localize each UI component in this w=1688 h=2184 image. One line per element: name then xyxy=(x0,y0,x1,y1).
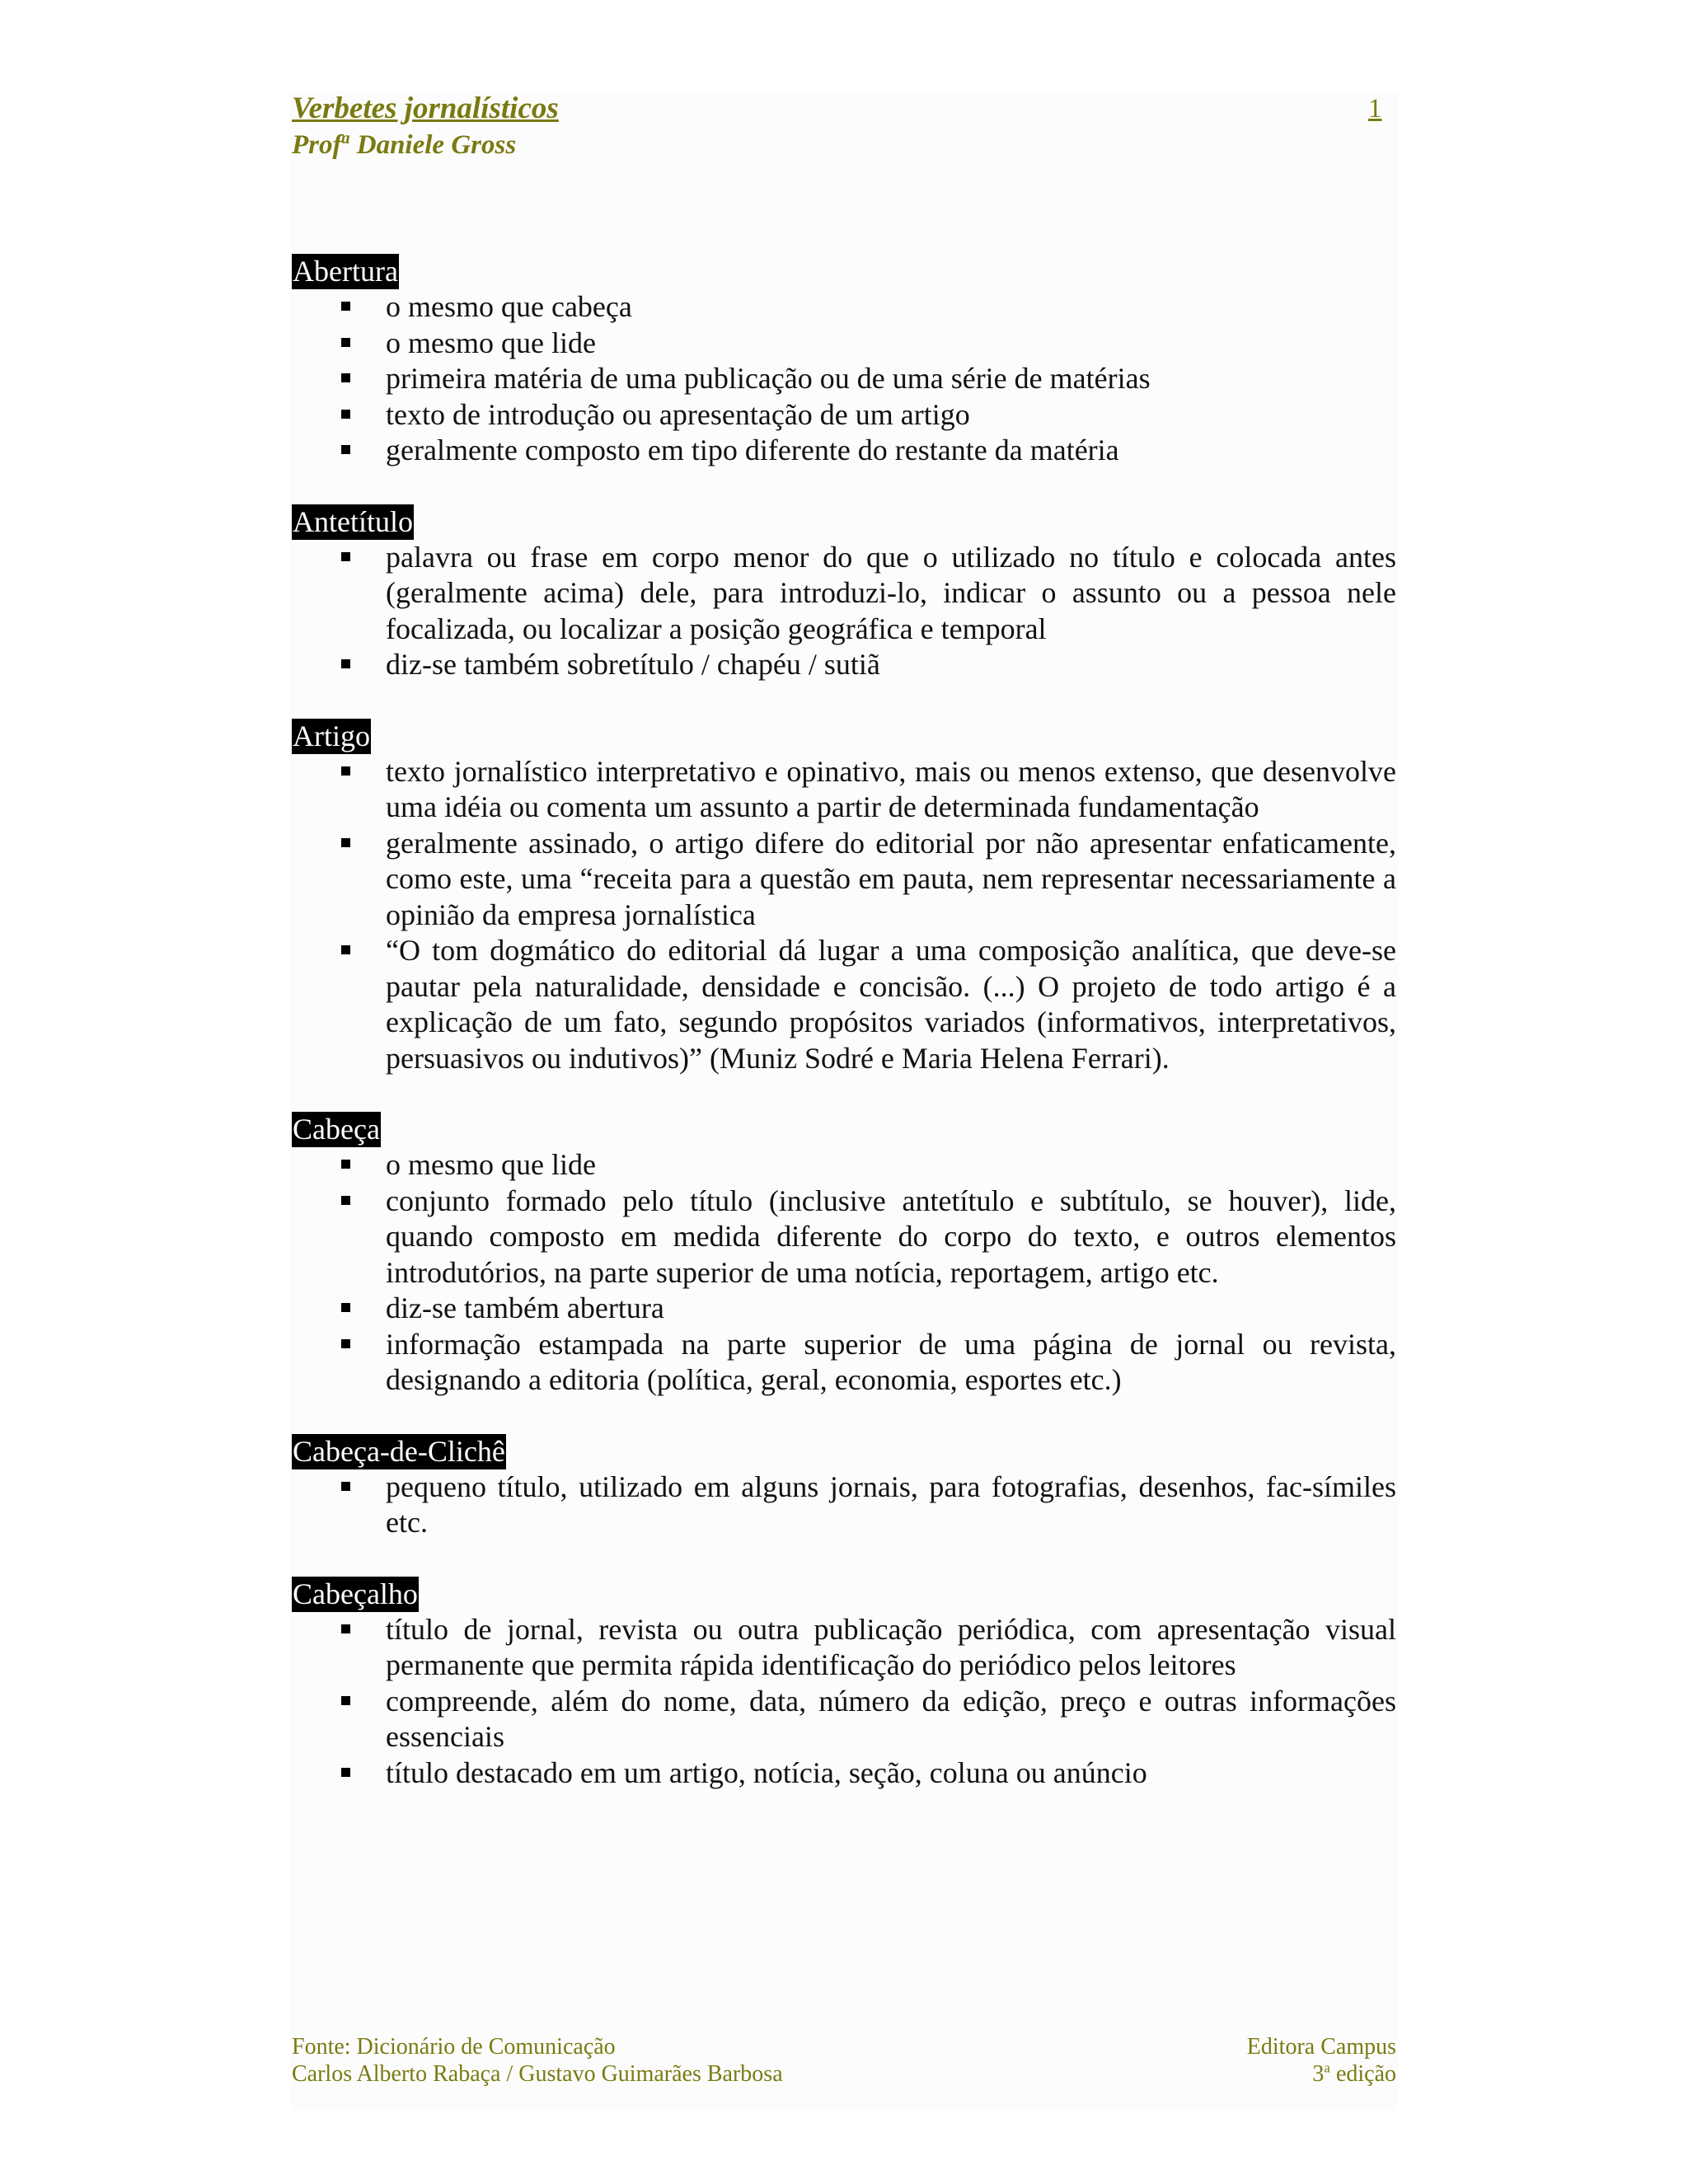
square-bullet-icon xyxy=(341,1624,350,1633)
author-superscript: a xyxy=(341,129,350,148)
square-bullet-icon xyxy=(341,410,350,419)
definition-item xyxy=(292,540,1396,648)
author-line xyxy=(292,129,516,162)
definition-text: palavra ou frase em corpo menor do que o utilizado no título e colocada antes (geralmente acima) dele, para introduzi-lo, indicar o assunto ou a pessoa nele focalizada, ou localizar a posição geográfica e temporal xyxy=(386,540,1396,645)
definition-text: geralmente composto em tipo diferente do restante da matéria xyxy=(386,434,1119,466)
definition-item xyxy=(292,754,1396,826)
definition-item xyxy=(292,433,1396,469)
square-bullet-icon xyxy=(341,338,350,347)
square-bullet-icon xyxy=(341,1196,350,1205)
definition-item xyxy=(292,647,1396,683)
square-bullet-icon xyxy=(341,1482,350,1491)
footer-source-line: Fonte: Dicionário de Comunicação xyxy=(292,2034,616,2060)
definition-text: texto de introdução ou apresentação de um artigo xyxy=(386,397,970,431)
footer-authors-line: Carlos Alberto Rabaça / Gustavo Guimarães Barbosa xyxy=(292,2061,783,2087)
definition-text: primeira matéria de uma publicação ou de uma série de matérias xyxy=(386,362,1151,395)
definition-item xyxy=(292,1291,1396,1327)
footer-source xyxy=(292,2033,783,2088)
definition-text: pequeno título, utilizado em alguns jornais, para fotografias, desenhos, fac-símiles etc. xyxy=(386,1469,1396,1539)
edition-number: 3 xyxy=(1312,2061,1325,2087)
definition-item xyxy=(292,933,1396,1076)
entry-term: Artigo xyxy=(293,719,370,752)
square-bullet-icon xyxy=(341,1696,350,1705)
square-bullet-icon xyxy=(341,1339,350,1348)
square-bullet-icon xyxy=(341,373,350,382)
definition-list xyxy=(292,1612,1396,1792)
definition-item xyxy=(292,1755,1396,1792)
definition-item xyxy=(292,361,1396,397)
entry-term: Cabeça-de-Clichê xyxy=(293,1434,505,1468)
definition-item xyxy=(292,1183,1396,1291)
square-bullet-icon xyxy=(341,552,350,561)
glossary-entry-cabecalho xyxy=(292,1577,1396,1792)
author-prefix: Prof xyxy=(292,130,342,160)
square-bullet-icon xyxy=(341,838,350,847)
definition-item xyxy=(292,397,1396,434)
square-bullet-icon xyxy=(341,445,350,454)
definition-item xyxy=(292,1147,1396,1183)
glossary-content xyxy=(292,254,1396,1826)
definition-text: texto jornalístico interpretativo e opinativo, mais ou menos extenso, que desenvolve uma idéia ou comenta um assunto a partir de determinada fundamentação xyxy=(386,754,1396,823)
edition-word: edição xyxy=(1329,2061,1396,2087)
definition-item xyxy=(292,1469,1396,1541)
definition-text: o mesmo que lide xyxy=(386,326,596,359)
entry-term: Abertura xyxy=(293,255,398,288)
glossary-entry-abertura xyxy=(292,254,1396,469)
footer-publisher xyxy=(1247,2033,1396,2088)
definition-text: diz-se também sobretítulo / chapéu / sutiã xyxy=(386,648,880,681)
document-title: Verbetes jornalísticos xyxy=(292,91,559,125)
glossary-entry-artigo xyxy=(292,719,1396,1077)
square-bullet-icon xyxy=(341,766,350,776)
definition-list xyxy=(292,1469,1396,1541)
page-number: 1 xyxy=(1368,94,1382,124)
definition-list xyxy=(292,1147,1396,1399)
glossary-entry-antetitulo xyxy=(292,504,1396,683)
definition-text: conjunto formado pelo título (inclusive antetítulo e subtítulo, se houver), lide, quando composto em medida diferente do corpo do texto, e outros elementos introdutórios, na parte superior de uma notícia, reportagem, artigo etc. xyxy=(386,1183,1396,1289)
definition-text: compreende, além do nome, data, número da edição, preço e outras informações essenciais xyxy=(386,1684,1396,1753)
square-bullet-icon xyxy=(341,302,350,311)
definition-item xyxy=(292,326,1396,362)
definition-text: “O tom dogmático do editorial dá lugar a uma composição analítica, que deve-se pautar pela naturalidade, densidade e concisão. (...) O projeto de todo artigo é a explicação de um fato, segundo propósitos variados (informativos, interpretativos, persuasivos ou indutivos)” (Muniz Sodré e Maria Helena Ferrari). xyxy=(386,934,1396,1075)
square-bullet-icon xyxy=(341,1160,350,1169)
definition-list xyxy=(292,289,1396,469)
edition-superscript: a xyxy=(1324,2060,1330,2076)
definition-text: o mesmo que cabeça xyxy=(386,290,632,323)
definition-text: o mesmo que lide xyxy=(386,1148,596,1181)
definition-text: título de jornal, revista ou outra publicação periódica, com apresentação visual permanente que permita rápida identificação do periódico pelos leitores xyxy=(386,1612,1396,1681)
definition-list xyxy=(292,754,1396,1077)
square-bullet-icon xyxy=(341,1768,350,1777)
definition-text: informação estampada na parte superior de uma página de jornal ou revista, designando a editoria (política, geral, economia, esportes etc.) xyxy=(386,1327,1396,1396)
definition-item xyxy=(292,289,1396,326)
entry-term: Cabeça xyxy=(293,1113,380,1146)
definition-text: geralmente assinado, o artigo difere do editorial por não apresentar enfaticamente, como este, uma “receita para a questão em pauta, nem representar necessariamente a opinião da empresa jornalística xyxy=(386,826,1396,931)
definition-list xyxy=(292,540,1396,683)
definition-item xyxy=(292,826,1396,934)
footer-publisher-name: Editora Campus xyxy=(1246,2034,1396,2060)
definition-item xyxy=(292,1684,1396,1755)
glossary-entry-cabeca xyxy=(292,1112,1396,1399)
definition-item xyxy=(292,1612,1396,1684)
definition-item xyxy=(292,1327,1396,1399)
author-name: Daniele Gross xyxy=(349,130,517,160)
entry-term: Antetítulo xyxy=(293,504,413,538)
definition-text: diz-se também abertura xyxy=(386,1291,664,1324)
square-bullet-icon xyxy=(341,659,350,668)
entry-term: Cabeçalho xyxy=(293,1577,418,1610)
glossary-entry-cabeca-de-cliche xyxy=(292,1434,1396,1541)
definition-text: título destacado em um artigo, notícia, seção, coluna ou anúncio xyxy=(386,1755,1147,1789)
footer-edition xyxy=(1247,2060,1396,2088)
square-bullet-icon xyxy=(341,1303,350,1312)
square-bullet-icon xyxy=(341,945,350,954)
